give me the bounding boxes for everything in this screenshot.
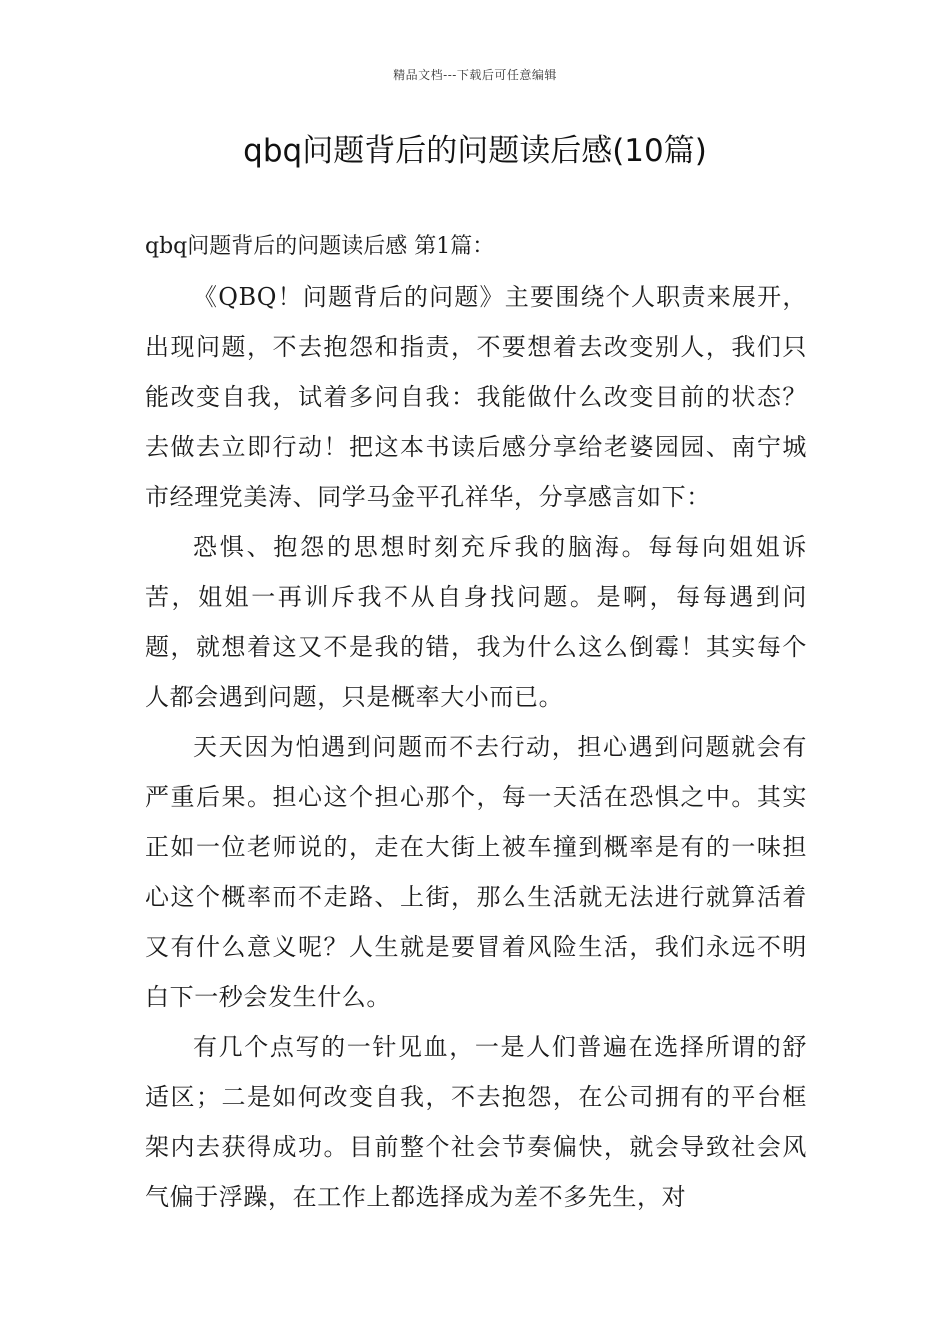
paragraph: 恐惧、抱怨的思想时刻充斥我的脑海。每每向姐姐诉苦，姐姐一再训斥我不从自身找问题。是啊，每每遇到问题，就想着这又不是我的错，我为什么这么倒霉！其实每个人都会遇到问题，只是概率大小而已。 bbox=[145, 533, 807, 711]
paragraph: 《QBQ！问题背后的问题》主要围绕个人职责来展开，出现问题，不去抱怨和指责，不要想着去改变别人，我们只能改变自我，试着多问自我：我能做什么改变目前的状态？去做去立即行动！把这本书读后感分享给老婆园园、南宁城市经理党美涛、同学马金平孔祥华，分享感言如下： bbox=[145, 283, 807, 511]
paragraph: 天天因为怕遇到问题而不去行动，担心遇到问题就会有严重后果。担心这个担心那个，每一天活在恐惧之中。其实正如一位老师说的，走在大街上被车撞到概率是有的一味担心这个概率而不走路、上街，那么生活就无法进行就算活着又有什么意义呢？人生就是要冒着风险生活，我们永远不明白下一秒会发生什么。 bbox=[145, 733, 807, 1011]
header-note: 精品文档---下载后可任意编辑 bbox=[393, 68, 557, 82]
section-heading: qbq问题背后的问题读后感 第1篇： bbox=[145, 234, 495, 259]
document-title: qbq问题背后的问题读后感(10篇) bbox=[243, 133, 707, 169]
document-body bbox=[145, 222, 807, 1222]
paragraph: 有几个点写的一针见血，一是人们普遍在选择所谓的舒适区；二是如何改变自我，不去抱怨，在公司拥有的平台框架内去获得成功。目前整个社会节奏偏快，就会导致社会风气偏于浮躁，在工作上都选择成为差不多先生，对 bbox=[145, 1033, 807, 1211]
